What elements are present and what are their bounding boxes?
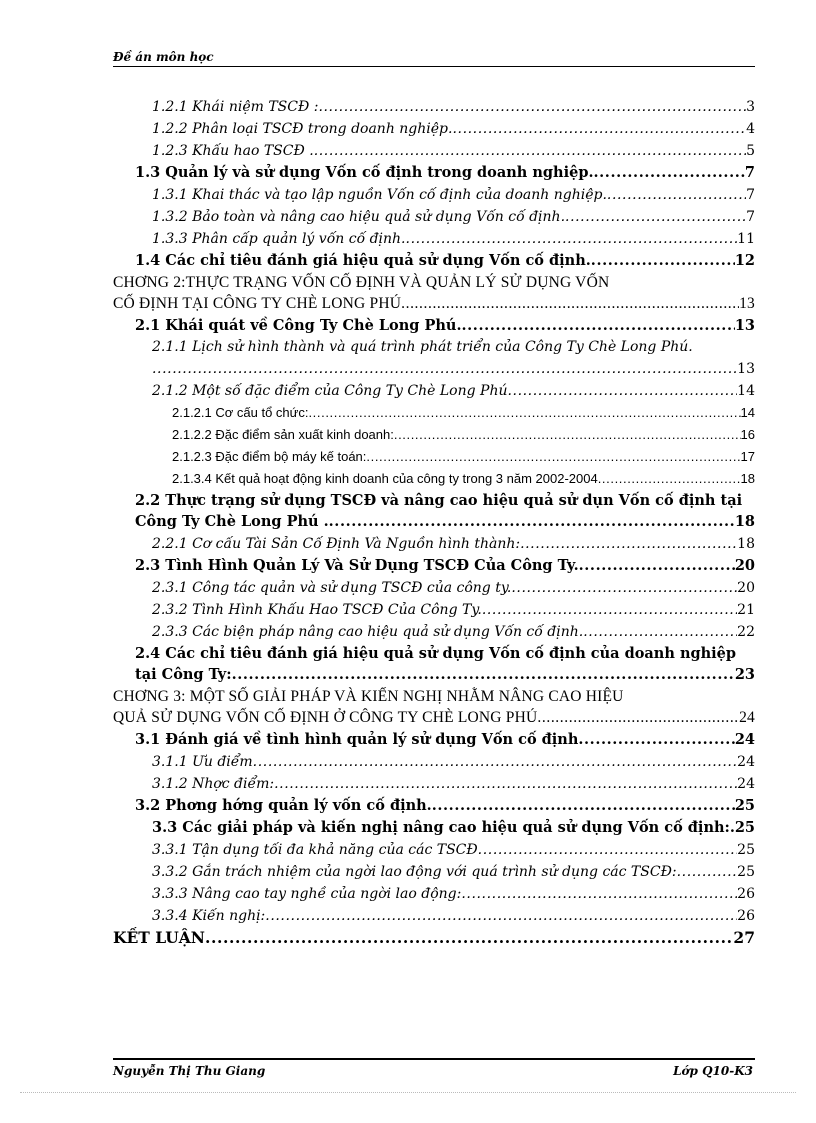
toc-entry[interactable] [113,773,755,795]
table-of-contents [113,96,755,949]
toc-entry[interactable] [113,228,755,250]
toc-entry-title: 2.1.2 Một số đặc điểm của Công Ty Chè Long Phú [152,383,508,399]
toc-entry[interactable] [113,621,755,643]
toc-dot-leader [406,228,738,250]
toc-entry[interactable] [113,839,755,861]
toc-entry-title: 2.2.1 Cơ cấu Tài Sản Cố Định Và Nguồn hình thành: [152,536,521,552]
toc-entry[interactable] [113,905,755,927]
toc-entry-title: 1.2.2 Phân loại TSCĐ trong doanh nghiệp. [152,121,453,137]
toc-dot-leader [677,861,738,883]
toc-entry[interactable] [113,468,755,490]
toc-entry-title: 1.2.3 Khấu hao TSCĐ . [152,143,314,159]
toc-page-number: 24 [734,731,755,748]
toc-entry[interactable] [113,533,755,555]
toc-entry[interactable] [113,402,755,424]
toc-dot-leader [265,905,737,927]
toc-entry[interactable] [113,96,755,118]
toc-dot-leader [401,293,739,315]
toc-dot-leader [394,424,741,446]
toc-entry-title: 1.3.3 Phân cấp quản lý vốn cố định. [152,231,406,247]
toc-page-number: 26 [737,908,755,924]
toc-entry-title: 3.3.1 Tận dụng tối đa khả năng của các TSCĐ [152,842,478,858]
toc-dot-leader [314,140,746,162]
toc-page-number: 11 [737,231,755,247]
toc-page-number: 13 [734,317,755,334]
toc-entry-title-line1: CHƠNG 2:THỰC TRẠNG VỐN CỐ ĐỊNH VÀ QUẢN LÝ SỬ DỤNG VỐN [113,274,610,291]
toc-entry[interactable] [113,272,755,315]
toc-page-number: 24 [737,776,755,792]
footer-author: Nguyễn Thị Thu Giang [113,1064,266,1078]
toc-dot-leader [432,795,735,817]
toc-dot-leader [598,468,741,490]
toc-entry-title-line1: 2.4 Các chỉ tiêu đánh giá hiệu quả sử dụng Vốn cố định của doanh nghiệp [135,645,737,662]
toc-entry-title: 3.1.1 Ưu điểm [152,754,253,770]
toc-entry-title: 2.1.3.4 Kết quả hoạt động kinh doanh của công ty trong 3 năm 2002-2004 [172,471,598,486]
toc-entry-title: 3.3.4 Kiến nghị: [152,908,266,924]
toc-entry-title: 3.3 Các giải pháp và kiến nghị nâng cao hiệu quả sử dụng Vốn cố định: [152,819,730,836]
toc-entry[interactable] [113,206,755,228]
toc-page-number: 20 [734,557,755,574]
toc-entry[interactable] [113,337,755,380]
toc-page-number: 4 [746,121,755,137]
toc-entry[interactable] [113,883,755,905]
toc-page-number: 7 [744,164,755,181]
toc-entry-title: 2.3.1 Công tác quản và sử dụng TSCĐ của công ty. [152,580,512,596]
toc-dot-leader [308,402,740,424]
toc-entry-title: Công Ty Chè Long Phú . [135,513,329,530]
toc-page-number: 5 [746,143,755,159]
header-rule [113,66,755,67]
toc-dot-leader [537,707,739,729]
toc-dot-leader [482,599,737,621]
toc-page-number: 3 [746,99,755,115]
toc-page-number: 22 [737,624,755,640]
toc-dot-leader [462,315,735,337]
toc-dot-leader [583,621,737,643]
toc-page-number: 23 [734,666,755,683]
toc-entry-title: 1.3 Quản lý và sử dụng Vốn cố định trong doanh nghiệp. [135,164,594,181]
toc-dot-leader [461,883,737,905]
toc-page-number: 20 [737,580,755,596]
toc-dot-leader [579,555,735,577]
toc-entry[interactable] [113,424,755,446]
toc-entry[interactable] [113,315,755,337]
toc-entry[interactable] [113,599,755,621]
toc-entry[interactable] [113,446,755,468]
toc-page-number: 7 [746,209,755,225]
toc-page-number: 26 [737,886,755,902]
toc-entry[interactable] [113,250,755,272]
toc-dot-leader [205,927,733,949]
toc-page-number: 24 [739,709,755,726]
toc-dot-leader [565,206,746,228]
toc-entry-title: 1.3.2 Bảo toàn và nâng cao hiệu quả sử dụng Vốn cố định. [152,209,566,225]
toc-entry[interactable] [113,861,755,883]
toc-entry-title: 1.2.1 Khái niệm TSCĐ : [152,99,319,115]
toc-entry-title: 1.3.1 Khai thác và tạo lập nguồn Vốn cố định của doanh nghiệp. [152,187,607,203]
toc-entry-title: 2.1 Khái quát về Công Ty Chè Long Phú. [135,317,462,334]
toc-entry[interactable] [113,555,755,577]
toc-page-number: 17 [740,449,755,464]
toc-entry-title: 2.1.2.2 Đặc điểm sản xuất kinh doanh: [172,427,394,442]
toc-entry[interactable] [113,118,755,140]
toc-entry-title: 1.4 Các chỉ tiêu đánh giá hiệu quả sử dụng Vốn cố định. [135,252,591,269]
toc-entry-title: QUẢ SỬ DỤNG VỐN CỐ ĐỊNH Ở CÔNG TY CHÈ LONG PHÚ [113,709,538,726]
toc-entry-title-line1: 2.2 Thực trạng sử dụng TSCĐ và nâng cao hiệu quả sử dụn Vốn cố định tại [135,492,743,509]
toc-entry-title: 3.2 Phơng hớng quản lý vốn cố định. [135,797,432,814]
toc-entry[interactable] [113,140,755,162]
toc-page-number: 18 [734,513,755,530]
toc-entry[interactable] [113,490,755,533]
toc-entry[interactable] [113,184,755,206]
toc-page-number: 25 [734,819,755,836]
toc-page-number: 16 [740,427,755,442]
toc-entry[interactable] [113,577,755,599]
footer-rule [113,1058,755,1060]
toc-page-number: 12 [734,252,755,269]
toc-entry-title: CỐ ĐỊNH TẠI CÔNG TY CHÈ LONG PHÚ [113,295,402,312]
toc-dot-leader [366,446,740,468]
toc-entry-title: tại Công Ty: [135,666,232,683]
toc-entry-title: 2.1.2.3 Đặc điểm bộ máy kế toán: [172,449,367,464]
toc-dot-leader [607,184,746,206]
toc-entry-title: 3.1.2 Nhợc điểm: [152,776,275,792]
toc-dot-leader [329,511,735,533]
toc-entry-title: 2.3.3 Các biện pháp nâng cao hiệu quả sử dụng Vốn cố định. [152,624,584,640]
toc-page-number: 7 [746,187,755,203]
toc-entry[interactable] [113,729,755,751]
toc-dot-leader [594,162,745,184]
toc-page-number: 14 [740,405,755,420]
toc-entry[interactable] [113,686,755,729]
toc-entry[interactable] [113,927,755,949]
toc-entry-title-line1: 2.1.1 Lịch sử hình thành và quá trình phát triển của Công Ty Chè Long Phú. [152,339,693,355]
toc-entry[interactable] [113,162,755,184]
toc-entry[interactable] [113,751,755,773]
toc-dot-leader [578,729,734,751]
toc-dot-leader [253,751,738,773]
toc-dot-leader [591,250,735,272]
toc-page-number: 25 [734,797,755,814]
toc-dot-leader [152,358,737,380]
toc-entry[interactable] [113,643,755,686]
toc-page-number: 13 [737,361,755,377]
toc-entry-title-line1: CHƠNG 3: MỘT SỐ GIẢI PHÁP VÀ KIẾN NGHỊ NHẰM NÂNG CAO HIỆU [113,688,624,705]
toc-dot-leader [520,533,737,555]
page-bottom-border [20,1092,796,1093]
toc-dot-leader [478,839,738,861]
toc-entry-title: 3.1 Đánh giá về tình hình quản lý sử dụng Vốn cố định [135,731,579,748]
toc-entry[interactable] [113,795,755,817]
toc-dot-leader [274,773,737,795]
toc-page-number: 24 [737,754,755,770]
toc-dot-leader [507,380,737,402]
toc-entry-title: KẾT LUẬN [113,928,205,947]
toc-entry-title: 3.3.2 Gắn trách nhiệm của ngời lao động với quá trình sử dụng các TSCĐ: [152,864,677,880]
toc-page-number: 21 [737,602,755,618]
toc-dot-leader [318,96,746,118]
toc-page-number: 25 [737,842,755,858]
toc-dot-leader [232,664,735,686]
toc-page-number: 13 [739,295,755,312]
toc-page-number: 27 [733,928,755,947]
toc-entry[interactable] [113,380,755,402]
toc-dot-leader [452,118,746,140]
toc-entry-title: 2.3.2 Tình Hình Khấu Hao TSCĐ Của Công Ty. [152,602,482,618]
toc-dot-leader [511,577,737,599]
toc-entry-title: 2.3 Tình Hình Quản Lý Và Sử Dụng TSCĐ Của Công Ty. [135,557,579,574]
page-header-title: Đề án môn học [113,50,214,64]
toc-entry[interactable] [113,817,755,839]
footer-class: Lớp Q10-K3 [673,1064,753,1078]
toc-page-number: 25 [737,864,755,880]
toc-page-number: 14 [737,383,755,399]
toc-entry-title: 2.1.2.1 Cơ cấu tổ chức: [172,405,309,420]
toc-entry-title: 3.3.3 Nâng cao tay nghề của ngời lao động: [152,886,462,902]
toc-page-number: 18 [740,471,755,486]
toc-page-number: 18 [737,536,755,552]
